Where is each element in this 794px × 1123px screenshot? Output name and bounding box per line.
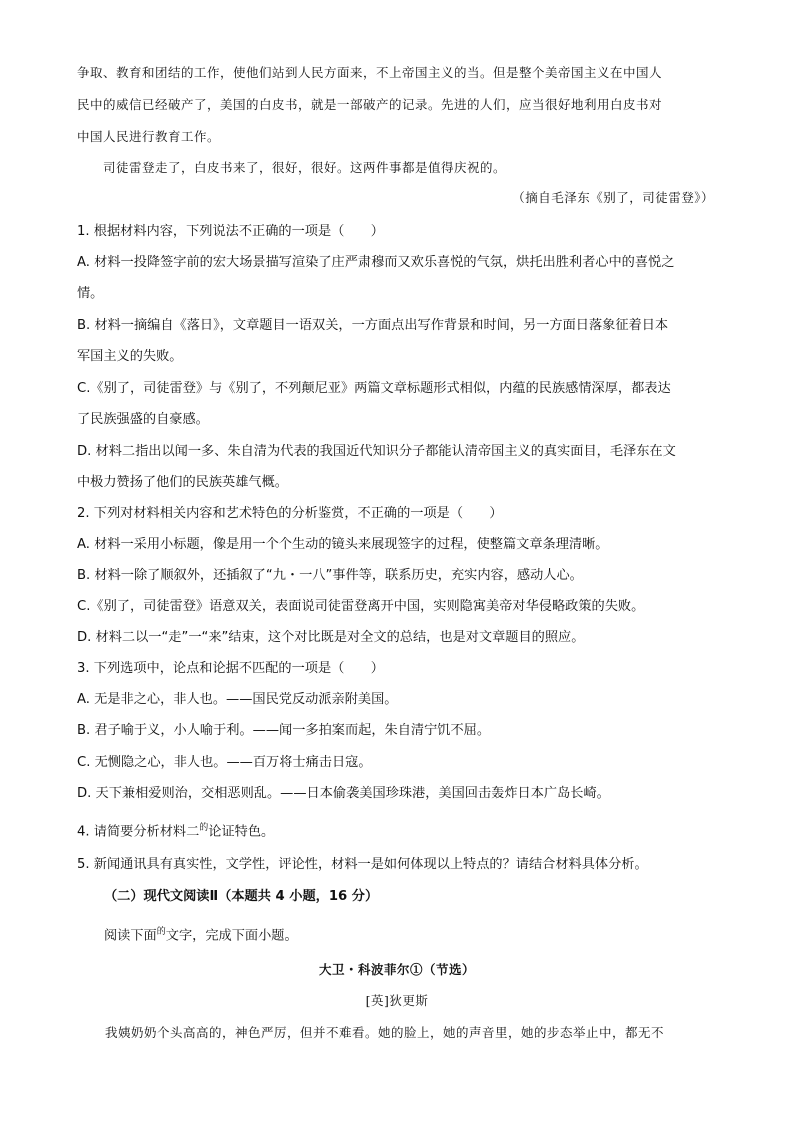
passage-line-2: 民中的威信已经破产了，美国的白皮书，就是一部破产的记录。先进的人们，应当很好地利用白皮书对 — [77, 97, 663, 112]
passage-closing: 司徒雷登走了，白皮书来了，很好，很好。这两件事都是值得庆祝的。 — [103, 160, 507, 175]
question-3-option-a: A. 无是非之心，非人也。——国民党反动派亲附美国。 — [77, 692, 398, 707]
question-3-stem: 3. 下列选项中，论点和论据不匹配的一项是（ ） — [77, 661, 384, 676]
passage-source: （摘自毛泽东《别了，司徒雷登》） — [512, 190, 714, 205]
instruction-text-start: 阅读下面 — [104, 928, 157, 944]
question-2-option-d: D. 材料二以一“走”一“来”结束，这个对比既是对全文的总结，也是对文章题目的照应。 — [77, 630, 585, 645]
instruction-text-end: 文字，完成下面小题。 — [165, 928, 298, 944]
question-1-option-d-line-1: D. 材料二指出以闻一多、朱自清为代表的我国近代知识分子都能认清帝国主义的真实面目，毛泽东在文 — [77, 444, 676, 459]
question-2-option-b: B. 材料一除了顺叙外，还插叙了“九・一八”事件等，联系历史，充实内容，感动人心。 — [77, 568, 583, 583]
story-author: [英]狄更斯 — [365, 993, 429, 1008]
question-1-stem: 1. 根据材料内容，下列说法不正确的一项是（ ） — [77, 224, 384, 239]
question-5: 5. 新闻通讯具有真实性，文学性，评论性，材料一是如何体现以上特点的？请结合材料具体分析。 — [77, 857, 648, 872]
question-2-stem: 2. 下列对材料相关内容和艺术特色的分析鉴赏，不正确的一项是（ ） — [77, 506, 503, 521]
passage-line-1: 争取、教育和团结的工作，使他们站到人民方面来，不上帝国主义的当。但是整个美帝国主义在中国人 — [77, 65, 663, 80]
question-3-option-b: B. 君子喻于义，小人喻于利。——闻一多拍案而起，朱自清宁饥不屈。 — [77, 723, 491, 738]
question-1-option-c-line-2: 了民族强盛的自豪感。 — [77, 412, 209, 427]
question-4-superscript: 的 — [199, 823, 209, 833]
question-2-option-a: A. 材料一采用小标题，像是用一个个生动的镜头来展现签字的过程，使整篇文章条理清晰。 — [77, 537, 609, 552]
question-3-option-d: D. 天下兼相爱则治，交相恶则乱。——日本偷袭美国珍珠港，美国回击轰炸日本广岛长崎。 — [77, 786, 610, 801]
section-2-heading: （二）现代文阅读Ⅱ（本题共 4 小题，16 分） — [104, 889, 379, 904]
question-2-option-c: C.《别了，司徒雷登》语意双关，表面说司徒雷登离开中国，实则隐寓美帝对华侵略政策的失败。 — [77, 599, 645, 614]
question-1-option-a-line-2: 情。 — [77, 286, 104, 301]
section-2-instruction — [104, 924, 298, 943]
passage-line-3: 中国人民进行教育工作。 — [77, 129, 221, 144]
question-1-option-b-line-2: 军国主义的失败。 — [77, 349, 183, 364]
story-title: 大卫・科波菲尔①（节选） — [318, 962, 475, 977]
question-1-option-d-line-2: 中极力赞扬了他们的民族英雄气概。 — [77, 475, 288, 490]
question-4-text-end: 论证特色。 — [208, 824, 275, 840]
question-1-option-a-line-1: A. 材料一投降签字前的宏大场景描写渲染了庄严肃穆而又欢乐喜悦的气氛，烘托出胜利者心中的喜悦之 — [77, 255, 675, 270]
question-4-text-start: 4. 请简要分析材料二 — [77, 824, 200, 840]
question-3-option-c: C. 无恻隐之心，非人也。——百万将士痛击日寇。 — [77, 755, 372, 770]
question-1-option-c-line-1: C.《别了，司徒雷登》与《别了，不列颠尼亚》两篇文章标题形式相似，内蕴的民族感情深厚，都表达 — [77, 381, 671, 396]
question-4 — [77, 820, 274, 839]
story-first-line: 我姨奶奶个头高高的，神色严厉，但并不难看。她的脸上，她的声音里，她的步态举止中，都无不 — [105, 1025, 665, 1040]
instruction-superscript: 的 — [156, 927, 166, 937]
question-1-option-b-line-1: B. 材料一摘编自《落日》，文章题目一语双关，一方面点出写作背景和时间，另一方面日落象征着日本 — [77, 318, 669, 333]
